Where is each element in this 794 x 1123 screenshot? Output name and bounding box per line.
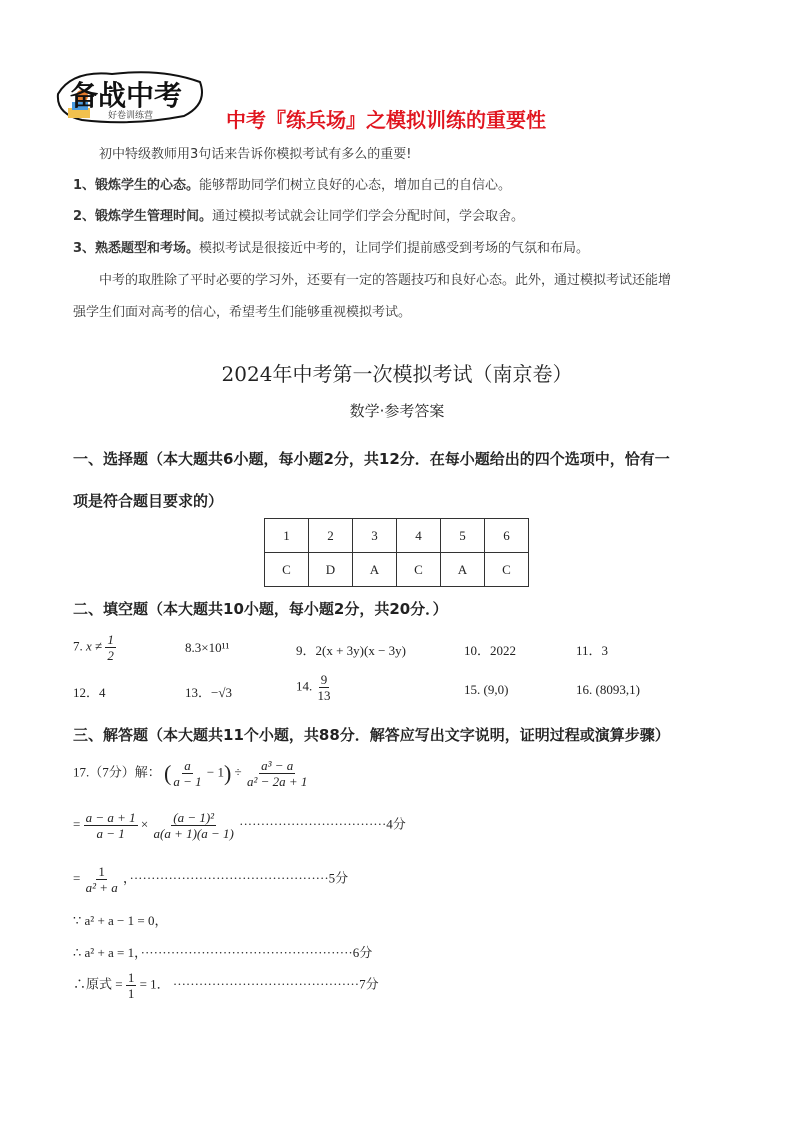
intro-lead: 初中特级教师用3句话来告诉你模拟考试有多么的重要! bbox=[99, 147, 412, 162]
answer-choice: C bbox=[265, 553, 309, 587]
intro-item-3-head: 3、熟悉题型和考场。 bbox=[73, 241, 200, 256]
numerator: a³ − a bbox=[261, 758, 294, 773]
q17-s0-div: ÷ bbox=[234, 764, 242, 780]
fill-answer-16: 16. (8093,1) bbox=[576, 682, 640, 697]
answer-table-number-row bbox=[265, 519, 529, 553]
fill-answer-9: 9．2(x + 3y)(x − 3y) bbox=[296, 643, 406, 658]
answer-number: 5 bbox=[441, 519, 485, 553]
q17-step5 bbox=[73, 970, 379, 1001]
denominator: a − 1 bbox=[173, 774, 202, 789]
fill-answer-14-fraction bbox=[316, 672, 333, 703]
answer-number: 2 bbox=[309, 519, 353, 553]
q17-s1-eq: = bbox=[73, 816, 81, 832]
q17-s5-pre: ∴原式 = bbox=[73, 976, 123, 992]
intro-item-1 bbox=[73, 177, 511, 195]
q17-s0-minus: − 1 bbox=[206, 764, 224, 780]
answer-table-choice-row bbox=[265, 553, 529, 587]
fill-answer-7-label: 7. bbox=[73, 638, 83, 654]
section1-heading-line2: 项是符合题目要求的） bbox=[73, 492, 224, 510]
q17-label: 17.（7分）解： bbox=[73, 764, 161, 780]
intro-paragraph-line2: 强学生们面对高考的信心，希望考生们能够重视模拟考试。 bbox=[73, 305, 412, 320]
fill-answer-13: 13．−√3 bbox=[185, 685, 232, 700]
answer-choice: C bbox=[397, 553, 441, 587]
denominator: a² + a bbox=[85, 880, 118, 895]
fill-answer-7 bbox=[73, 632, 116, 663]
numerator: (a − 1)² bbox=[173, 810, 215, 825]
fill-answer-10: 10．2022 bbox=[464, 643, 517, 658]
fill-answer-12: 12．4 bbox=[73, 685, 106, 700]
q17-step4: ∴ a² + a = 1，·················································6分 bbox=[73, 945, 373, 960]
numerator: a − a + 1 bbox=[85, 810, 136, 825]
q17-s1-frac1 bbox=[84, 810, 138, 841]
answer-number: 3 bbox=[353, 519, 397, 553]
q17-step0 bbox=[73, 758, 309, 789]
numerator: a bbox=[184, 758, 191, 773]
exam-title: 2024年中考第一次模拟考试（南京卷） bbox=[221, 362, 573, 386]
section2-heading: 二、填空题（本大题共10小题，每小题2分，共20分．） bbox=[73, 600, 448, 618]
q17-s1-frac2 bbox=[151, 810, 235, 841]
logo-text: 备战中考 bbox=[70, 79, 183, 112]
denominator: 1 bbox=[127, 986, 135, 1001]
section3-heading: 三、解答题（本大题共11个小题，共88分．解答应写出文字说明，证明过程或演算步骤） bbox=[73, 726, 670, 744]
intro-item-3 bbox=[73, 240, 589, 258]
q17-step3: ∵ a² + a − 1 = 0， bbox=[73, 913, 168, 928]
numerator: 9 bbox=[320, 672, 328, 687]
numerator: 1 bbox=[127, 970, 135, 985]
fill-answer-14 bbox=[296, 672, 333, 703]
fill-answer-7-fraction bbox=[105, 632, 116, 663]
fill-answer-8: 8.3×10¹¹ bbox=[185, 640, 230, 655]
q17-s5-frac bbox=[126, 970, 137, 1001]
fill-answer-11: 11．3 bbox=[576, 643, 609, 658]
q17-s1-score: ··································4分 bbox=[239, 816, 406, 832]
numerator: 1 bbox=[107, 632, 114, 647]
q17-s2-frac bbox=[84, 864, 120, 895]
q17-s0-frac2 bbox=[245, 758, 309, 789]
intro-item-3-body: 模拟考试是很接近中考的，让同学们提前感受到考场的气氛和布局。 bbox=[199, 241, 590, 256]
answer-number: 1 bbox=[265, 519, 309, 553]
answer-number: 4 bbox=[397, 519, 441, 553]
answer-number: 6 bbox=[485, 519, 529, 553]
denominator: 2 bbox=[107, 648, 114, 663]
intro-item-2-body: 通过模拟考试就会让同学们学会分配时间，学会取舍。 bbox=[212, 209, 525, 224]
intro-paragraph-line1: 中考的取胜除了平时必要的学习外，还要有一定的答题技巧和良好心态。此外，通过模拟考试还能增 bbox=[99, 273, 672, 288]
exam-subtitle: 数学·参考答案 bbox=[349, 402, 445, 420]
q17-s0-frac1 bbox=[171, 758, 203, 789]
answer-choice: A bbox=[353, 553, 397, 587]
answer-choice: A bbox=[441, 553, 485, 587]
intro-item-1-head: 1、锻炼学生的心态。 bbox=[73, 178, 200, 193]
denominator: a(a + 1)(a − 1) bbox=[153, 826, 234, 841]
numerator: 1 bbox=[98, 864, 105, 879]
denominator: a − 1 bbox=[96, 826, 125, 841]
intro-item-2-head: 2、锻炼学生管理时间。 bbox=[73, 209, 213, 224]
answer-table bbox=[264, 518, 529, 587]
q17-s2-score: ，··············································5分 bbox=[123, 870, 349, 886]
answer-choice: C bbox=[485, 553, 529, 587]
left-paren: ( bbox=[164, 760, 172, 786]
q17-s2-eq: = bbox=[73, 870, 81, 886]
banner-title: 中考『练兵场』之模拟训练的重要性 bbox=[226, 108, 546, 132]
intro-item-2 bbox=[73, 208, 524, 226]
brand-logo bbox=[52, 64, 212, 130]
denominator: 13 bbox=[317, 688, 331, 703]
fill-answer-15: 15. (9,0) bbox=[464, 682, 509, 697]
right-paren: ) bbox=[223, 760, 232, 786]
fill-answer-7-expr: x ≠ bbox=[86, 638, 103, 654]
fill-answer-14-label: 14. bbox=[296, 678, 313, 694]
intro-item-1-body: 能够帮助同学们树立良好的心态，增加自己的自信心。 bbox=[199, 178, 512, 193]
q17-s5-score: = 1． ···········································7分 bbox=[139, 976, 379, 992]
q17-step2 bbox=[73, 864, 348, 895]
q17-s1-times: × bbox=[140, 816, 149, 832]
q17-step1 bbox=[73, 810, 406, 841]
answer-choice: D bbox=[309, 553, 353, 587]
logo-subtext: 好卷训练营 bbox=[108, 111, 154, 121]
denominator: a² − 2a + 1 bbox=[246, 774, 308, 789]
section1-heading-line1: 一、选择题（本大题共6小题，每小题2分，共12分．在每小题给出的四个选项中，恰有一 bbox=[73, 450, 670, 468]
